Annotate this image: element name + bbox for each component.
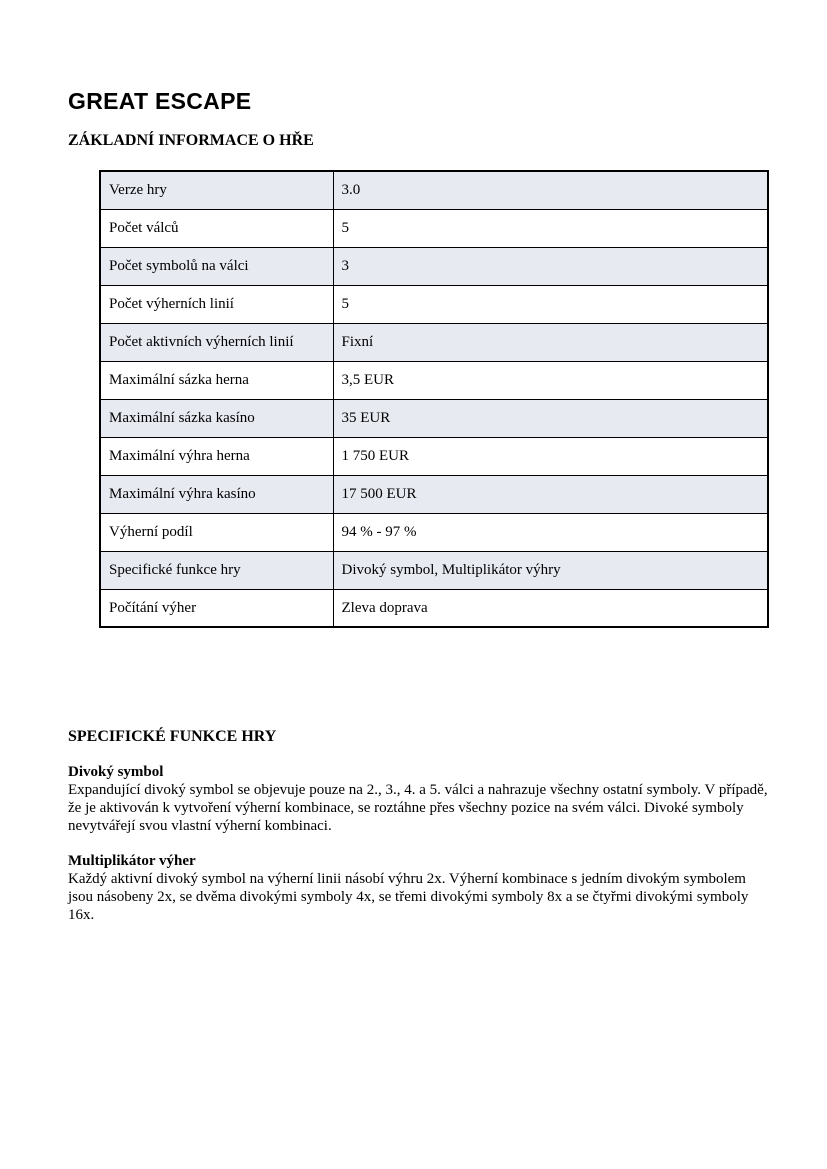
info-row-label: Počet symbolů na válci: [100, 247, 333, 285]
info-row-label: Maximální sázka herna: [100, 361, 333, 399]
section-heading-basic-info: ZÁKLADNÍ INFORMACE O HŘE: [68, 132, 314, 149]
info-row-label: Počet válců: [100, 209, 333, 247]
section-heading-specific-functions: SPECIFICKÉ FUNKCE HRY: [68, 728, 277, 745]
info-row-label: Počítání výher: [100, 589, 333, 627]
info-row-value: Divoký symbol, Multiplikátor výhry: [333, 551, 768, 589]
info-row-value: 3.0: [333, 171, 768, 209]
table-row: [100, 171, 768, 209]
feature-body: Každý aktivní divoký symbol na výherní linii násobí výhru 2x. Výherní kombinace s jedním divokým symbolem jsou násobeny 2x, se dvěma divokými symboly 4x, se třemi divokými symboly 8x a se čtyřmi divokými symboly 16x.: [68, 871, 749, 923]
info-row-label: Maximální výhra kasíno: [100, 475, 333, 513]
table-row: [100, 551, 768, 589]
table-row: [100, 323, 768, 361]
table-row: [100, 247, 768, 285]
table-row: [100, 209, 768, 247]
feature-heading: Multiplikátor výher: [68, 853, 196, 869]
info-row-label: Počet aktivních výherních linií: [100, 323, 333, 361]
feature-block: [68, 763, 768, 835]
info-row-value: 17 500 EUR: [333, 475, 768, 513]
info-row-value: 3,5 EUR: [333, 361, 768, 399]
info-row-value: Fixní: [333, 323, 768, 361]
table-row: [100, 513, 768, 551]
info-row-value: 5: [333, 209, 768, 247]
table-row: [100, 399, 768, 437]
info-row-value: 1 750 EUR: [333, 437, 768, 475]
info-row-label: Maximální sázka kasíno: [100, 399, 333, 437]
game-info-table: [99, 170, 769, 628]
feature-heading: Divoký symbol: [68, 764, 164, 780]
table-row: [100, 285, 768, 323]
info-row-label: Verze hry: [100, 171, 333, 209]
info-row-label: Specifické funkce hry: [100, 551, 333, 589]
table-row: [100, 475, 768, 513]
info-row-value: 3: [333, 247, 768, 285]
table-row: [100, 589, 768, 627]
table-row: [100, 437, 768, 475]
feature-block: [68, 852, 768, 924]
feature-list: [68, 763, 769, 924]
info-row-value: 35 EUR: [333, 399, 768, 437]
feature-body: Expandující divoký symbol se objevuje pouze na 2., 3., 4. a 5. válci a nahrazuje všechny ostatní symboly. V případě, že je aktivován k vytvoření výherní kombinace, se roztáhne přes všechny pozice na svém válci. Divoké symboly nevytvářejí svou vlastní výherní kombinaci.: [68, 782, 768, 834]
info-row-label: Počet výherních linií: [100, 285, 333, 323]
table-row: [100, 361, 768, 399]
info-row-value: 5: [333, 285, 768, 323]
info-row-value: 94 % - 97 %: [333, 513, 768, 551]
page-title: GREAT ESCAPE: [68, 88, 252, 114]
info-row-value: Zleva doprava: [333, 589, 768, 627]
info-row-label: Výherní podíl: [100, 513, 333, 551]
info-row-label: Maximální výhra herna: [100, 437, 333, 475]
